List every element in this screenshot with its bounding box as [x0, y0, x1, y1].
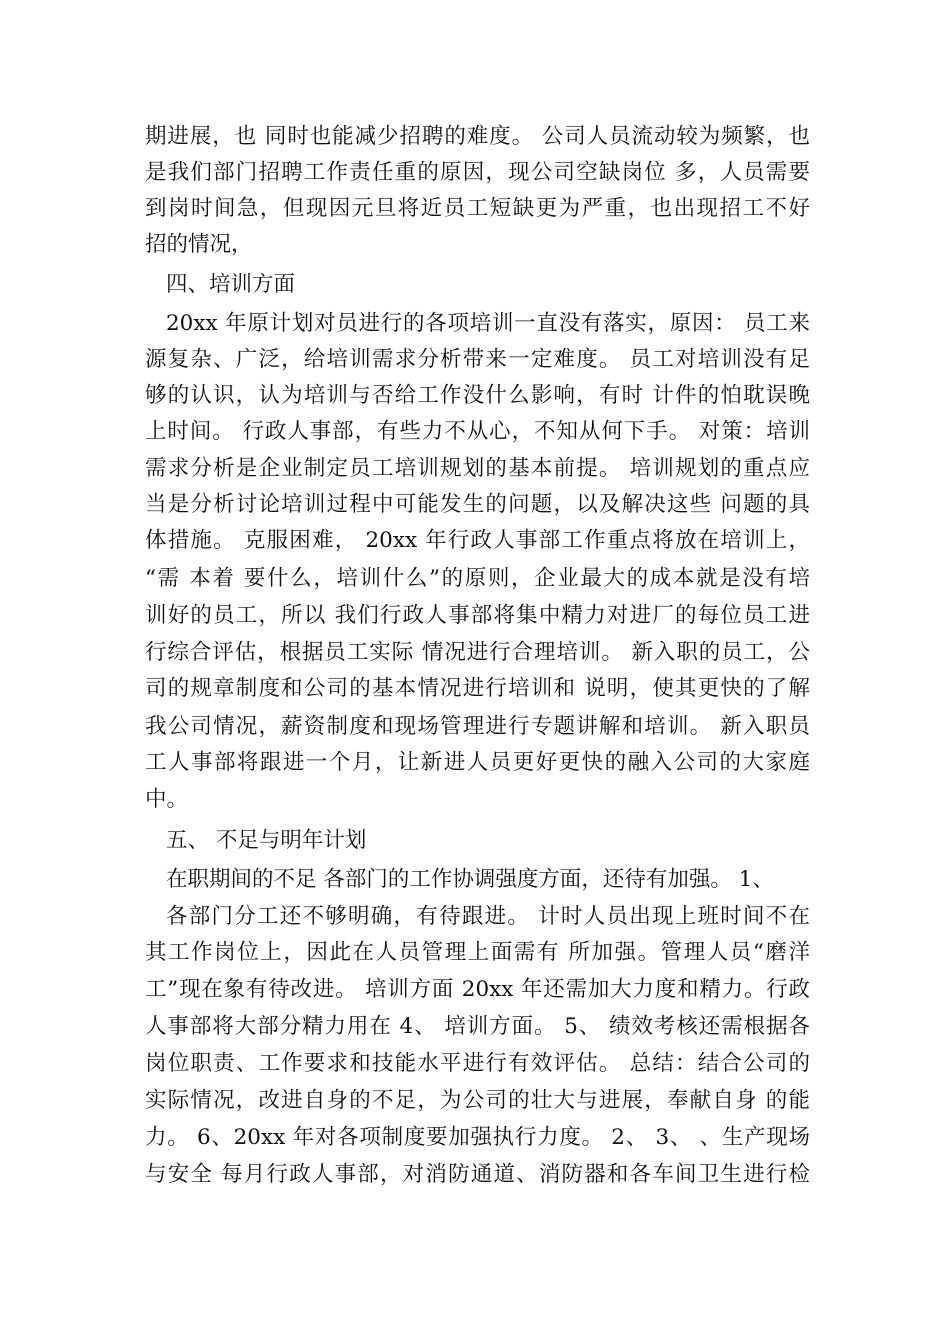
- body-text-line: 各部门分工还不够明确，有待跟进。 计时人员出现上班时间不在: [166, 904, 810, 929]
- body-text-line: 20xx 年原计划对员进行的各项培训一直没有落实，原因： 员工来: [166, 311, 810, 336]
- body-text-line: 实际情况，改进自身的不足，为公司的壮大与进展，奉献自身 的能: [145, 1088, 810, 1113]
- body-text-line: 当是分析讨论培训过程中可能发生的问题，以及解决这些 问题的具: [145, 492, 810, 517]
- body-text-line: 人事部将大部分精力用在 4、 培训方面。 5、 绩效考核还需根据各: [145, 1014, 810, 1039]
- body-text-line: 需求分析是企业制定员工培训规划的基本前提。 培训规划的重点应: [145, 456, 810, 481]
- body-text-line: 我公司情况，薪资制度和现场管理进行专题讲解和培训。 新入职员: [145, 714, 810, 739]
- body-text-line: 力。 6、20xx 年对各项制度要加强执行力度。 2、 3、 、生产现场: [145, 1125, 810, 1150]
- body-text-line: 期进展，也 同时也能减少招聘的难度。 公司人员流动较为频繁，也: [145, 124, 810, 149]
- body-text-line: 体措施。 克服困难， 20xx 年行政人事部工作重点将放在培训上，: [145, 528, 810, 553]
- body-text-line: 招的情况，: [145, 232, 253, 257]
- body-text-line: 上时间。 行政人事部，有些力不从心，不知从何下手。 对策：培训: [145, 419, 810, 444]
- section-heading-training: 四、培训方面: [166, 272, 296, 297]
- section-heading-shortcomings: 五、 不足与明年计划: [166, 828, 367, 853]
- body-text-line: 到岗时间急，但现因元旦将近员工短缺更为严重，也出现招工不好: [145, 196, 810, 221]
- body-text-line: 中。: [145, 787, 189, 812]
- body-text-line: 行综合评估，根据员工实际 情况进行合理培训。 新入职的员工，公: [145, 640, 810, 665]
- body-text-line: 岗位职责、工作要求和技能水平进行有效评估。 总结：结合公司的: [145, 1051, 810, 1076]
- body-text-line: 其工作岗位上，因此在人员管理上面需有 所加强。管理人员“磨洋: [145, 940, 810, 965]
- body-text-line: 是我们部门招聘工作责任重的原因，现公司空缺岗位 多，人员需要: [145, 160, 810, 185]
- body-text-line: 在职期间的不足 各部门的工作协调强度方面，还待有加强。 1、: [166, 867, 774, 892]
- body-text-line: 工人事部将跟进一个月，让新进人员更好更快的融入公司的大家庭: [145, 750, 810, 775]
- body-text-line: “需 本着 要什么，培训什么”的原则，企业最大的成本就是没有培: [145, 566, 810, 591]
- body-text-line: 够的认识，认为培训与否给工作没什么影响，有时 计件的怕耽误晚: [145, 383, 810, 408]
- body-text-line: 训好的员工，所以 我们行政人事部将集中精力对进厂的每位员工进: [145, 603, 810, 628]
- body-text-line: 源复杂、广泛，给培训需求分析带来一定难度。 员工对培训没有足: [145, 347, 810, 372]
- body-text-line: 司的规章制度和公司的基本情况进行培训和 说明，使其更快的了解: [145, 676, 810, 701]
- body-text-line: 与安全 每月行政人事部，对消防通道、消防器和各车间卫生进行检: [145, 1162, 810, 1187]
- body-text-line: 工”现在象有待改进。 培训方面 20xx 年还需加大力度和精力。行政: [145, 977, 810, 1002]
